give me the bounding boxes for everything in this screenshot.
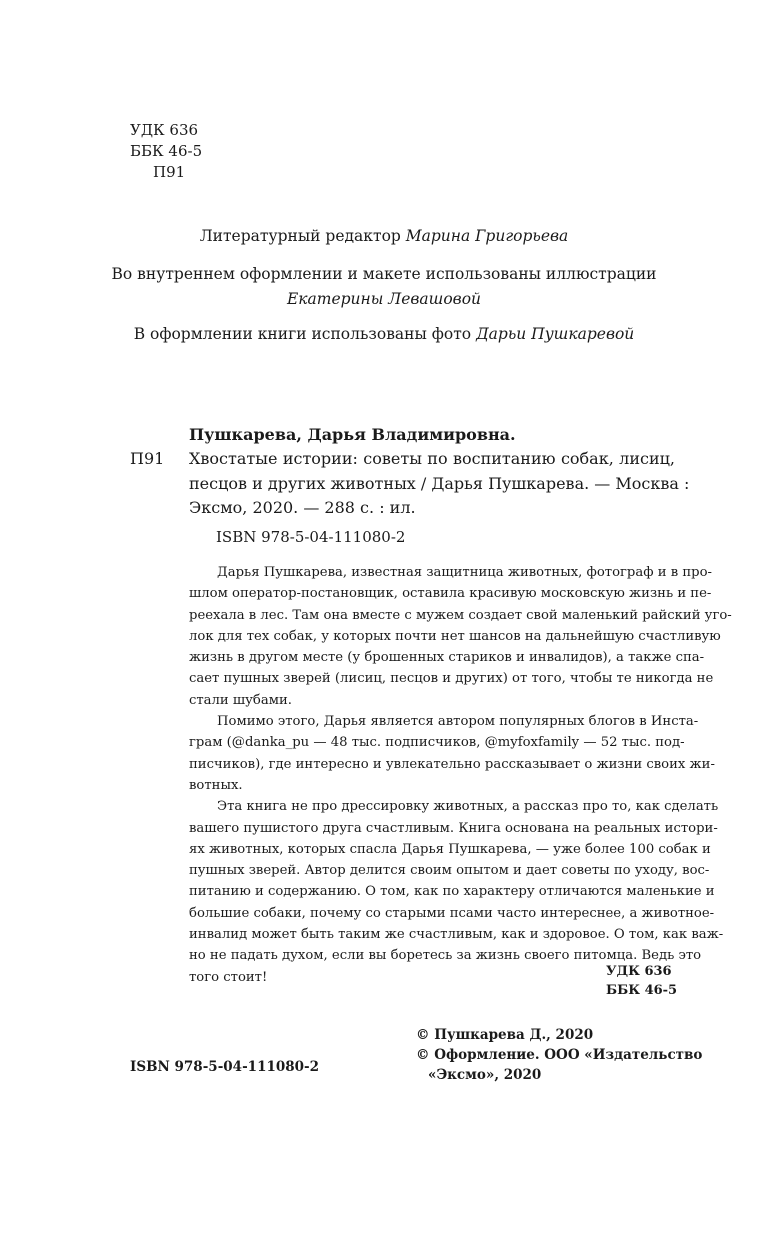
annotation-paragraph xyxy=(189,711,715,796)
annotation-line: грам (@danka_pu — 48 тыс. подписчиков, @myfoxfamily — 52 тыс. под- xyxy=(189,735,685,751)
illustrations-name: Екатерины Левашовой xyxy=(286,290,482,308)
annotation-line: Помимо этого, Дарья является автором популярных блогов в Инста- xyxy=(217,714,699,730)
bib-line: песцов и других животных / Дарья Пушкарева. — Москва : xyxy=(189,473,690,493)
author-sign-code: П91 xyxy=(153,163,186,181)
annotation-line: Дарья Пушкарева, известная защитница животных, фотограф и в про- xyxy=(217,565,712,580)
illustrations-text: Во внутреннем оформлении и макете использованы иллюстрации xyxy=(111,265,657,283)
bbk-code: ББК 46-5 xyxy=(130,142,203,160)
annotation-line: сает пушных зверей (лисиц, песцов и других) от того, чтобы те никогда не xyxy=(189,671,714,687)
photos-credit xyxy=(0,322,768,347)
photos-name: Дарьи Пушкаревой xyxy=(476,325,635,343)
isbn-bottom: ISBN 978-5-04-111080-2 xyxy=(130,1059,320,1075)
annotation-line: но не падать духом, если вы боретесь за жизнь своего питомца. Ведь это xyxy=(189,948,702,964)
copyright-author: © Пушкарева Д., 2020 xyxy=(416,1027,594,1043)
annotation-line: вотных. xyxy=(189,777,243,793)
annotation-line: шлом оператор-постановщик, оставила красивую московскую жизнь и пе- xyxy=(189,586,712,602)
copyright-block xyxy=(416,1025,702,1085)
annotation-paragraph xyxy=(189,796,724,988)
annotation-line: стали шубами. xyxy=(189,692,292,708)
annotation-paragraph xyxy=(189,562,732,711)
bib-line: Хвостатые истории: советы по воспитанию собак, лисиц, xyxy=(189,449,675,468)
editor-name: Марина Григорьева xyxy=(405,227,569,245)
annotation-line: большие собаки, почему со старыми псами часто интереснее, а животное- xyxy=(189,905,715,921)
annotation-line: лок для тех собак, у которых почти нет шансов на дальнейшую счастливую xyxy=(189,628,721,644)
annotation-line: Эта книга не про дрессировку животных, а рассказ про то, как сделать xyxy=(217,799,719,815)
editor-credit xyxy=(0,224,768,249)
bib-author-sign: П91 xyxy=(130,449,165,468)
illustrations-credit xyxy=(0,262,768,312)
photos-prefix: В оформлении книги использованы фото xyxy=(133,325,472,343)
author-heading: Пушкарева, Дарья Владимировна. xyxy=(189,425,516,444)
signature-codes xyxy=(606,962,677,1000)
annotation-line: инвалид может быть таким же счастливым, как и здоровое. О том, как важ- xyxy=(189,927,724,943)
copyright-publisher: «Эксмо», 2020 xyxy=(428,1067,542,1083)
annotation-line: реехала в лес. Там она вместе с мужем создает свой маленький райский уго- xyxy=(189,607,732,623)
annotation-line: вашего пушистого друга счастливым. Книга основана на реальных истори- xyxy=(189,820,718,836)
copyright-design: © Оформление. ООО «Издательство xyxy=(416,1047,703,1063)
annotation-line: ях животных, которых спасла Дарья Пушкарева, — уже более 100 собак и xyxy=(189,841,711,857)
udk-code: УДК 636 xyxy=(130,121,199,139)
sig-udk: УДК 636 xyxy=(606,964,672,979)
sig-bbk: ББК 46-5 xyxy=(606,983,678,998)
bib-isbn: ISBN 978-5-04-111080-2 xyxy=(216,528,406,546)
annotation-line: писчиков), где интересно и увлекательно рассказывает о жизни своих жи- xyxy=(189,756,715,772)
annotation xyxy=(189,562,732,988)
annotation-line: питанию и содержанию. О том, как по характеру отличаются маленькие и xyxy=(189,884,715,900)
annotation-line: пушных зверей. Автор делится своим опытом и дает советы по уходу, вос- xyxy=(189,863,710,879)
annotation-line: жизнь в другом месте (у брошенных стариков и инвалидов), а также спа- xyxy=(189,650,705,666)
bibliographic-description xyxy=(189,447,690,521)
classification-codes xyxy=(130,120,202,183)
annotation-line: того стоит! xyxy=(189,969,268,985)
editor-prefix: Литературный редактор xyxy=(199,227,401,245)
bib-line: Эксмо, 2020. — 288 с. : ил. xyxy=(189,498,416,517)
